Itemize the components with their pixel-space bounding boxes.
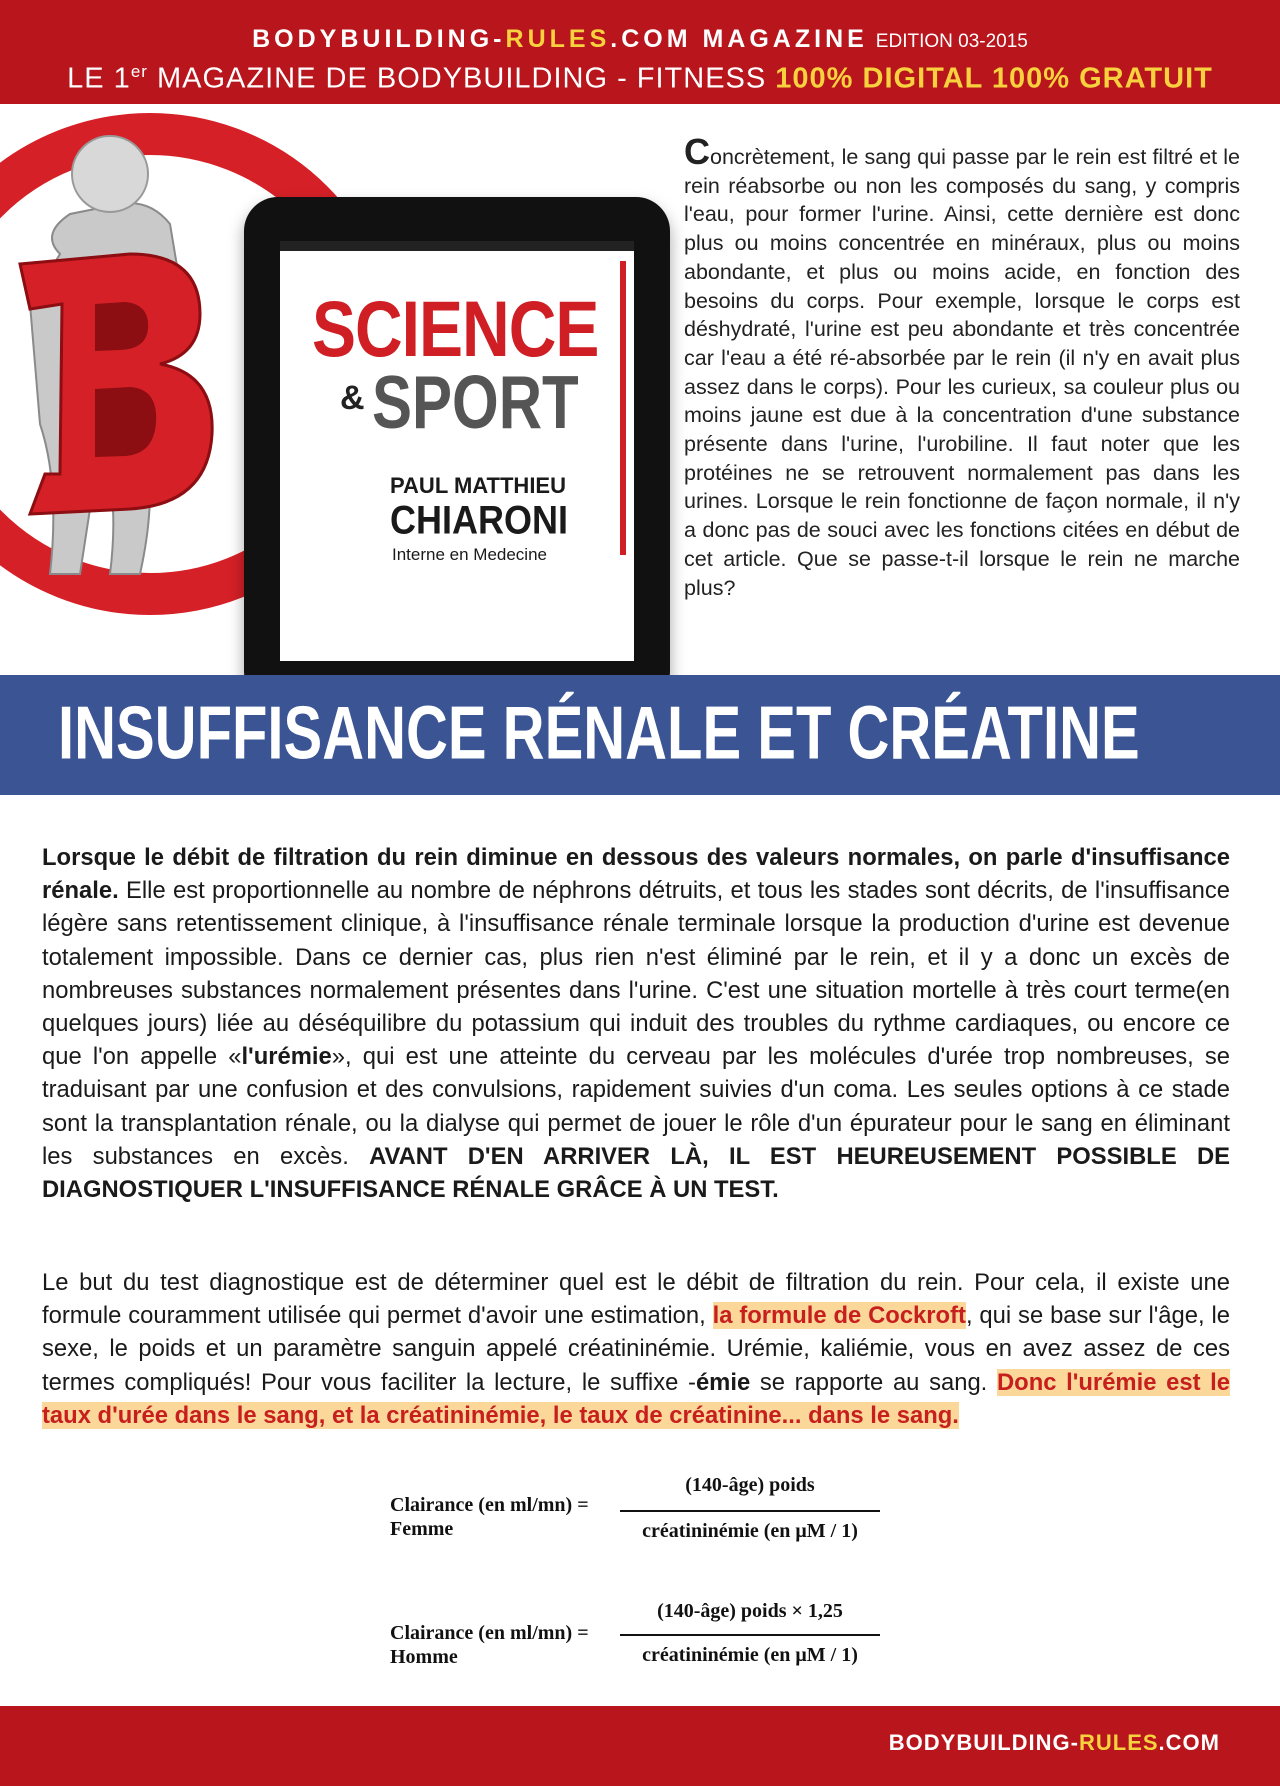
highlight-definition: Donc l'urémie est le taux d'urée dans le sang, et la créatininémie, le taux de créatinine... dans le sang. [42,1368,1230,1429]
magazine-footer [0,1706,1280,1786]
science-title: SCIENCE [312,284,599,373]
footer-site-link[interactable]: BODYBUILDING-RULES.COM [888,1730,1220,1755]
formula-homme: Clairance (en ml/mn) = Homme (140-âge) poids × 1,25 créatininémie (en μM / 1) [390,1596,890,1686]
highlight-cockroft: la formule de Cockroft [712,1302,966,1330]
edition-label: EDITION 03-2015 [875,31,1028,52]
tablet-screen [280,241,634,661]
section-banner [0,675,1280,795]
magazine-tagline: LE 1er MAGAZINE DE BODYBUILDING - FITNESS 100% DIGITAL 100% GRATUIT [67,62,1213,95]
drop-cap: C [684,131,710,172]
magazine-brand: BODYBUILDING-RULES.COM MAGAZINE EDITION 03-2015 [252,25,1028,53]
author-role: Interne en Medecine [392,545,547,564]
accent-rule [620,261,626,555]
intro-paragraph: Concrètement, le sang qui passe par le rein est filtré et le rein réabsorbe ou non les composés du sang, y compris l'eau, pour former l'urine. Ainsi, cette dernière est donc plus ou moins concentrée en minéraux, plus ou moins abondante, et plus ou moins acide, en fonction des besoins du corps. Pour exemple, lorsque le corps est déshydraté, l'urine est peu abondante et très concentrée car l'eau a été ré-absorbée par le rein (il n'y en avait plus assez dans le corps). Pour les curieux, sa couleur plus ou moins jaune est due à la concentration d'une substance présente dans l'urine, l'urobiline. Il faut noter que les protéines ne se retrouvent normalement pas dans les urines. Lorsque le rein fonctionne de façon normale, il n'y a donc pas de souci avec les fonctions citées en début de cet article. Que se passe-t-il lorsque le rein ne marche plus? [684,131,1240,600]
ampersand: & [340,379,365,417]
hero-illustration [0,104,680,664]
body-paragraph-2: Le but du test diagnostique est de déterminer quel est le débit de filtration du rein. Pour cela, il existe une formule couramment utilisée qui permet d'avoir une estimation, la formule de Cockroft, qui se base sur l'âge, le sexe, le poids et un paramètre sanguin appelé créatininémie. Urémie, kaliémie, vous en avez assez de ces termes compliqués! Pour vous faciliter la lecture, le suffixe -émie se rapporte au sang. Donc l'urémie est le taux d'urée dans le sang, et la créatininémie, le taux de créatinine... dans le sang. [42,1269,1231,1429]
sport-title: SPORT [372,360,579,444]
author-last-name: CHIARONI [390,497,568,543]
magazine-header [0,0,1280,104]
formula-femme: Clairance (en ml/mn) = Femme (140-âge) poids créatininémie (en μM / 1) [390,1470,890,1560]
section-title: INSUFFISANCE RÉNALE ET CRÉATINE [58,691,1140,776]
tablet-device [244,197,670,705]
author-first-name: PAUL MATTHIEU [390,473,566,498]
body-paragraph-1: Lorsque le débit de filtration du rein diminue en dessous des valeurs normales, on parle d'insuffisance rénale. Elle est proportionnelle au nombre de néphrons détruits, et tous les stades sont décrits, de l'insuffisance légère sans retentissement clinique, à l'insuffisance rénale terminale lorsque la production d'urine est devenue totalement impossible. Dans ce dernier cas, plus rien n'est éliminé par le rein, et il y a donc un excès de nombreuses substances normalement présentes dans l'urine. C'est une situation mortelle à très court terme(en quelques jours) liée au déséquilibre du potassium qui induit des troubles du rythme cardiaques, ou encore ce que l'on appelle «l'urémie», qui est une atteinte du cerveau par les molécules d'urée trop nombreuses, se traduisant par une confusion et des convulsions, rapidement suivies d'un coma. Les seules options à ce stade sont la transplantation rénale, ou la dialyse qui permet de jouer le rôle d'un épurateur pour le sang en éliminant les substances en excès. AVANT D'EN ARRIVER LÀ, IL EST HEUREUSEMENT POSSIBLE DE DIAGNOSTIQUER L'INSUFFISANCE RÉNALE GRÂCE À UN TEST. [42,844,1230,1204]
